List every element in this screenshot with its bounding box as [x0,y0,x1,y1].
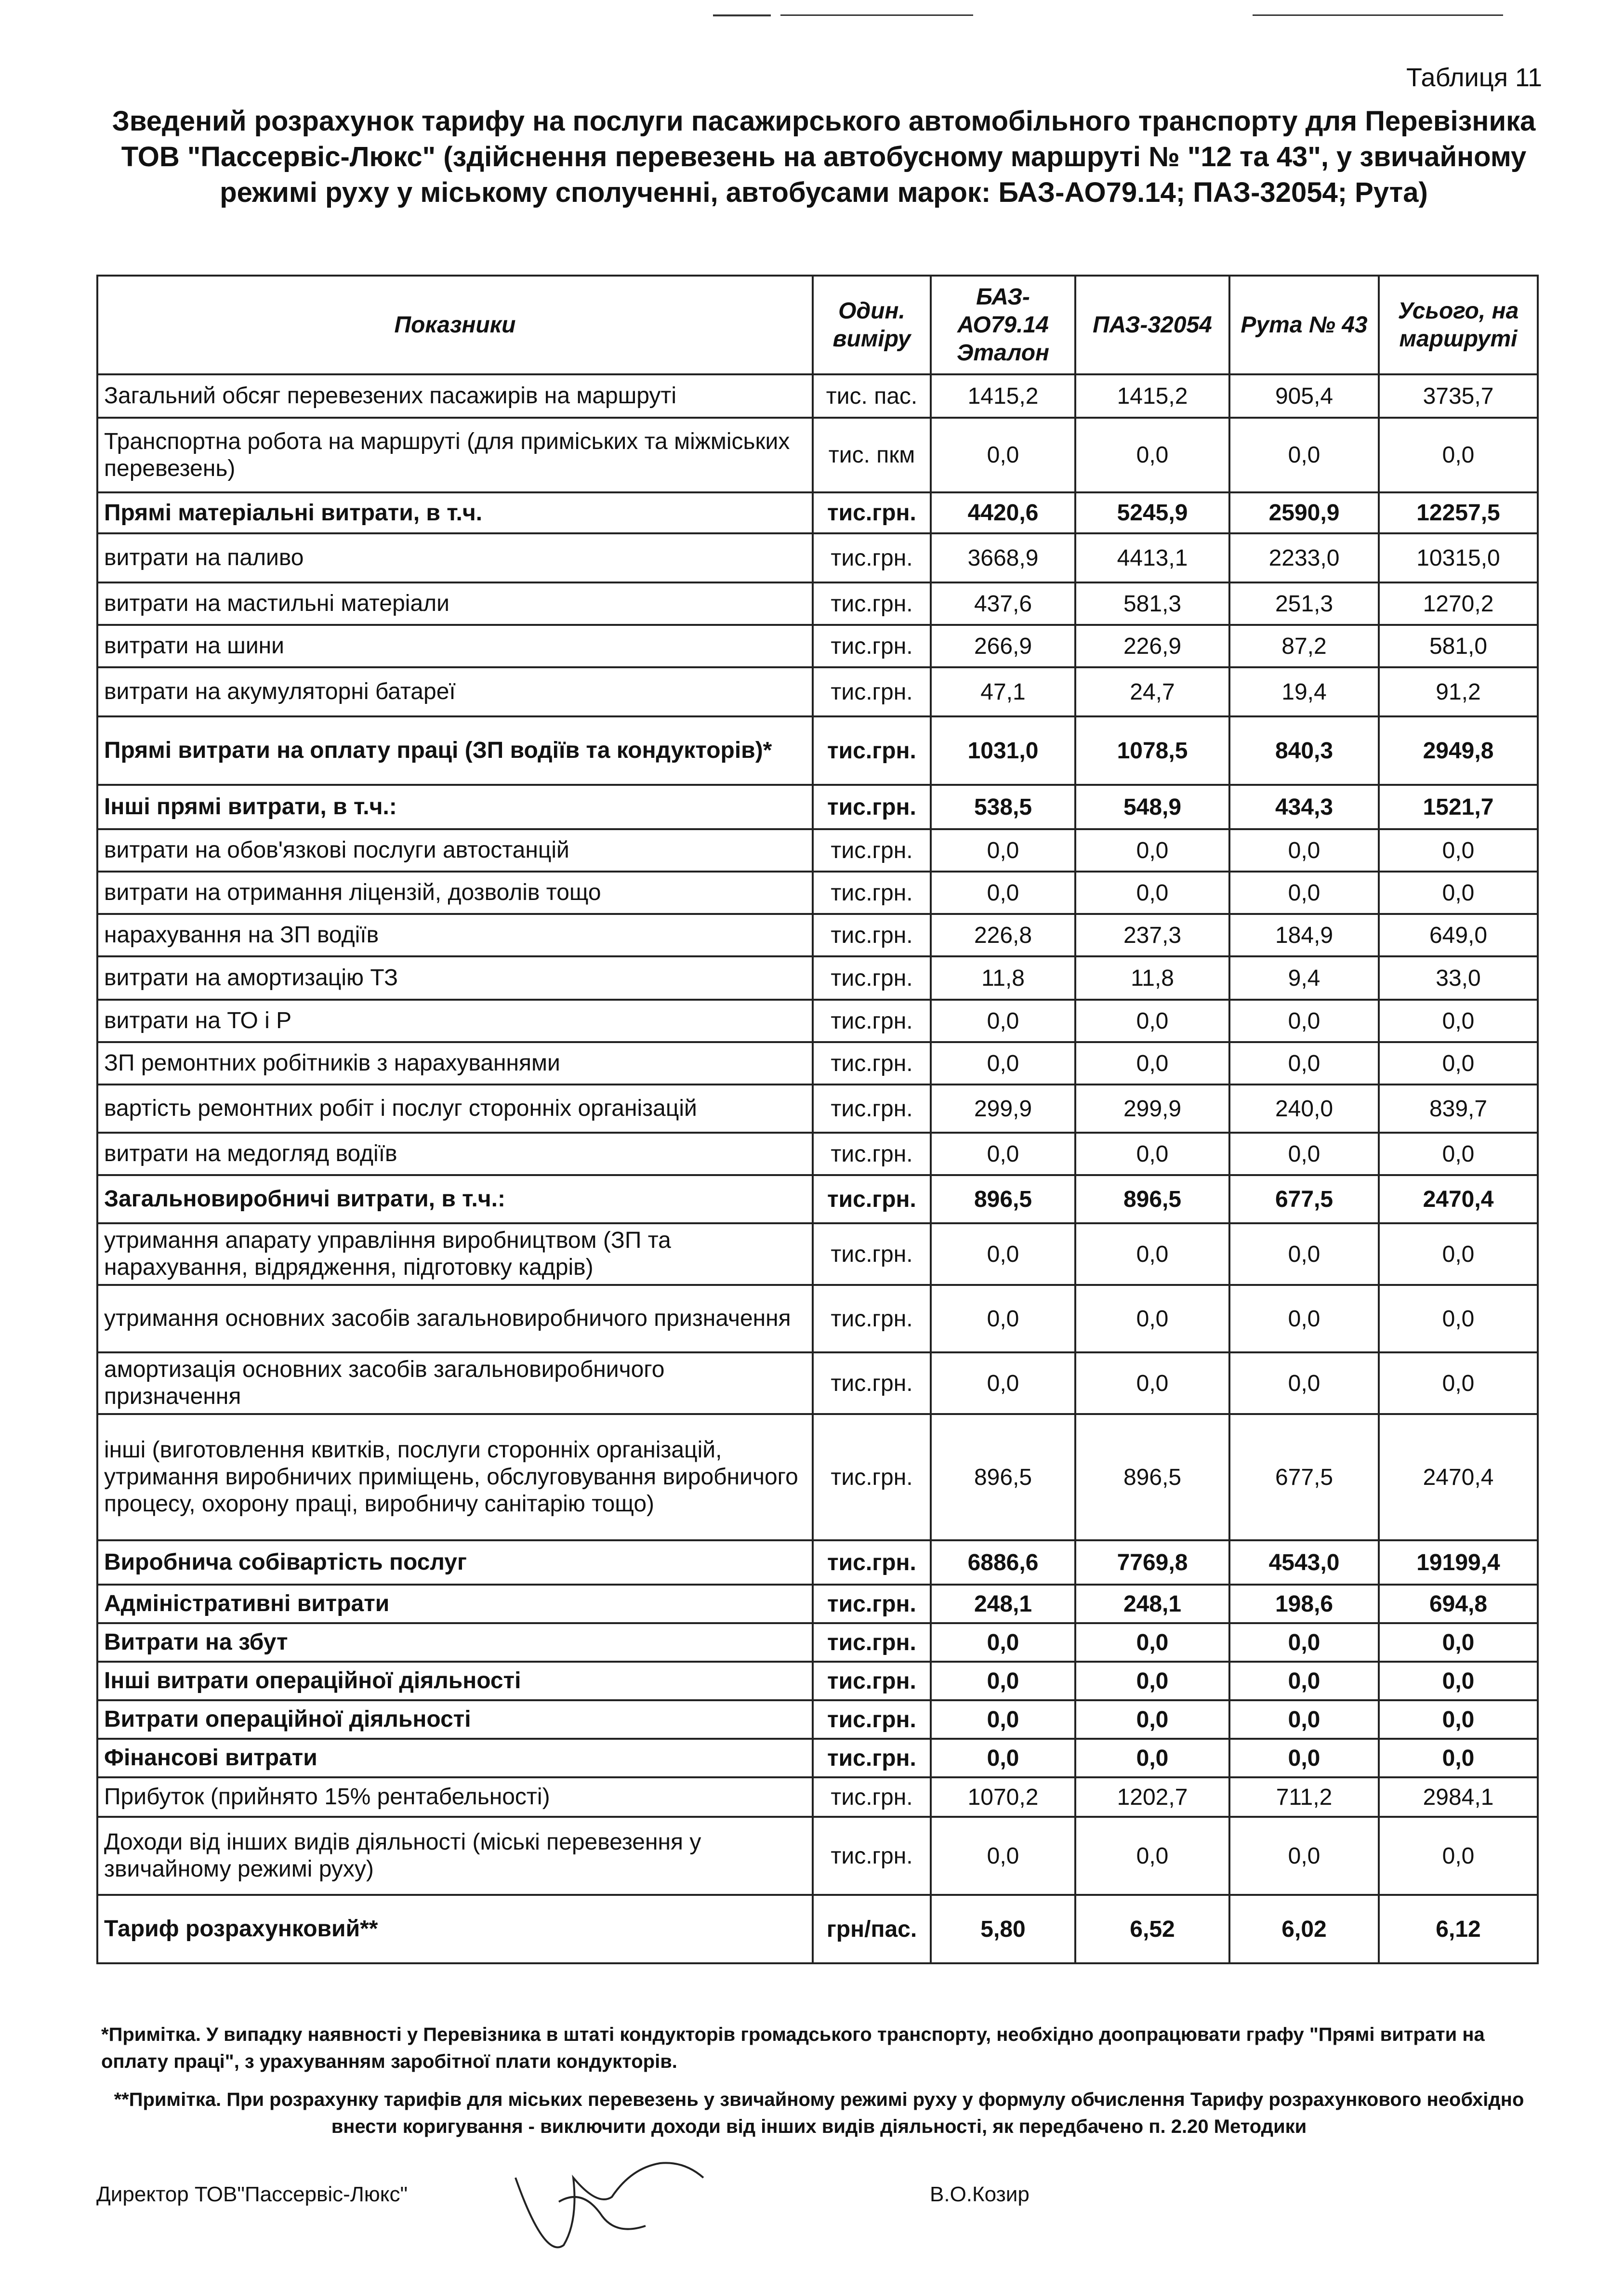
row-value-total: 1521,7 [1379,785,1538,829]
row-indicator: вартість ремонтних робіт і послуг сторонніх організацій [97,1085,813,1133]
row-value-paz: 248,1 [1075,1585,1229,1623]
row-unit: тис.грн. [813,1414,931,1540]
table-body [97,374,1538,1963]
table-row [97,785,1538,829]
table-row [97,914,1538,956]
row-indicator: Виробнича собівартість послуг [97,1540,813,1585]
row-value-total: 0,0 [1379,1623,1538,1662]
table-row [97,1352,1538,1414]
row-value-paz: 0,0 [1075,1739,1229,1777]
row-value-baz: 11,8 [931,956,1075,1000]
header-total: Усього, на маршруті [1379,276,1538,374]
row-value-ruta: 6,02 [1229,1895,1379,1963]
row-value-paz: 7769,8 [1075,1540,1229,1585]
row-indicator: Доходи від інших видів діяльності (міські перевезення у звичайному режимі руху) [97,1817,813,1895]
row-unit: тис.грн. [813,1700,931,1739]
row-value-ruta: 19,4 [1229,667,1379,716]
table-row [97,492,1538,533]
row-value-total: 0,0 [1379,1352,1538,1414]
row-indicator: амортизація основних засобів загальновиробничого призначення [97,1352,813,1414]
row-value-paz: 581,3 [1075,582,1229,625]
row-unit: тис.грн. [813,1585,931,1623]
table-row [97,1739,1538,1777]
row-value-baz: 3668,9 [931,533,1075,582]
row-value-ruta: 711,2 [1229,1777,1379,1817]
row-unit: тис. пас. [813,374,931,418]
row-value-ruta: 4543,0 [1229,1540,1379,1585]
row-value-total: 0,0 [1379,1817,1538,1895]
row-indicator: Адміністративні витрати [97,1585,813,1623]
row-unit: тис.грн. [813,1133,931,1175]
table-row [97,1000,1538,1042]
row-value-baz: 538,5 [931,785,1075,829]
row-value-total: 694,8 [1379,1585,1538,1623]
header-ruta: Рута № 43 [1229,276,1379,374]
row-unit: грн/пас. [813,1895,931,1963]
row-value-ruta: 0,0 [1229,418,1379,492]
table-row [97,1895,1538,1963]
row-value-total: 1270,2 [1379,582,1538,625]
row-value-total: 0,0 [1379,872,1538,914]
row-value-total: 581,0 [1379,625,1538,667]
header-indicator: Показники [97,276,813,374]
row-value-ruta: 677,5 [1229,1175,1379,1223]
row-value-ruta: 0,0 [1229,1662,1379,1700]
table-row [97,1700,1538,1739]
row-unit: тис.грн. [813,1623,931,1662]
row-indicator: інші (виготовлення квитків, послуги сторонніх організацій, утримання виробничих приміщень, обслуговування виробничого процесу, охорону праці, виробничу санітарію тощо) [97,1414,813,1540]
row-value-baz: 299,9 [931,1085,1075,1133]
row-value-paz: 6,52 [1075,1895,1229,1963]
row-value-paz: 24,7 [1075,667,1229,716]
table-row [97,1540,1538,1585]
row-value-total: 0,0 [1379,1223,1538,1285]
row-value-baz: 248,1 [931,1585,1075,1623]
row-value-total: 0,0 [1379,418,1538,492]
table-row [97,1817,1538,1895]
row-value-baz: 0,0 [931,1000,1075,1042]
row-value-baz: 1415,2 [931,374,1075,418]
table-row [97,418,1538,492]
row-value-paz: 299,9 [1075,1085,1229,1133]
table-row [97,872,1538,914]
table-row [97,1662,1538,1700]
row-value-ruta: 9,4 [1229,956,1379,1000]
header-unit: Один. виміру [813,276,931,374]
row-unit: тис.грн. [813,492,931,533]
note-conductors: *Примітка. У випадку наявності у Перевізника в штаті кондукторів громадського транспорту, необхідно доопрацювати графу "Прямі витрати на оплату праці", з урахуванням заробітної плати кондукторів. [101,2024,1485,2072]
row-value-paz: 11,8 [1075,956,1229,1000]
table-row [97,1777,1538,1817]
table-row [97,374,1538,418]
row-value-baz: 0,0 [931,1700,1075,1739]
row-value-total: 0,0 [1379,1739,1538,1777]
row-value-baz: 896,5 [931,1175,1075,1223]
row-indicator: Транспортна робота на маршруті (для приміських та міжміських перевезень) [97,418,813,492]
row-value-paz: 0,0 [1075,1662,1229,1700]
row-value-baz: 0,0 [931,829,1075,872]
row-value-ruta: 0,0 [1229,1700,1379,1739]
row-value-baz: 226,8 [931,914,1075,956]
row-unit: тис.грн. [813,1085,931,1133]
row-value-baz: 5,80 [931,1895,1075,1963]
tariff-table [96,275,1539,1964]
row-unit: тис.грн. [813,667,931,716]
row-unit: тис.грн. [813,956,931,1000]
row-value-total: 0,0 [1379,1662,1538,1700]
row-value-baz: 437,6 [931,582,1075,625]
row-value-ruta: 0,0 [1229,872,1379,914]
row-value-baz: 0,0 [931,1285,1075,1352]
row-value-ruta: 87,2 [1229,625,1379,667]
table-row [97,716,1538,785]
signer-title: Директор ТОВ"Пассервіс-Люкс" [96,2182,408,2206]
row-indicator: витрати на обов'язкові послуги автостанцій [97,829,813,872]
row-value-baz: 6886,6 [931,1540,1075,1585]
row-indicator: Прибуток (прийнято 15% рентабельності) [97,1777,813,1817]
row-indicator: витрати на паливо [97,533,813,582]
row-value-ruta: 0,0 [1229,1133,1379,1175]
row-value-ruta: 434,3 [1229,785,1379,829]
row-value-total: 3735,7 [1379,374,1538,418]
row-value-paz: 896,5 [1075,1414,1229,1540]
row-value-total: 2470,4 [1379,1175,1538,1223]
row-unit: тис.грн. [813,829,931,872]
row-value-ruta: 0,0 [1229,1042,1379,1085]
row-value-total: 0,0 [1379,1042,1538,1085]
row-value-baz: 1031,0 [931,716,1075,785]
row-value-paz: 4413,1 [1075,533,1229,582]
row-value-total: 0,0 [1379,1700,1538,1739]
row-indicator: Прямі витрати на оплату праці (ЗП водіїв та кондукторів)* [97,716,813,785]
row-value-ruta: 0,0 [1229,1623,1379,1662]
row-indicator: ЗП ремонтних робітників з нарахуваннями [97,1042,813,1085]
row-value-paz: 548,9 [1075,785,1229,829]
table-row [97,956,1538,1000]
row-value-ruta: 251,3 [1229,582,1379,625]
signer-name: В.О.Козир [930,2182,1030,2206]
row-unit: тис.грн. [813,1000,931,1042]
row-value-paz: 0,0 [1075,418,1229,492]
signature-image [501,2149,742,2264]
row-unit: тис.грн. [813,914,931,956]
row-value-baz: 0,0 [931,1623,1075,1662]
row-indicator: Інші прямі витрати, в т.ч.: [97,785,813,829]
top-scan-line-3 [1253,14,1503,16]
row-value-total: 649,0 [1379,914,1538,956]
row-value-paz: 0,0 [1075,1700,1229,1739]
top-scan-line-2 [780,14,973,16]
row-value-total: 91,2 [1379,667,1538,716]
row-indicator: витрати на шини [97,625,813,667]
row-indicator: витрати на медогляд водіїв [97,1133,813,1175]
row-value-paz: 896,5 [1075,1175,1229,1223]
header-baz: БАЗ-АО79.14 Эталон [931,276,1075,374]
row-indicator: нарахування на ЗП водіїв [97,914,813,956]
row-value-baz: 4420,6 [931,492,1075,533]
row-value-paz: 0,0 [1075,1042,1229,1085]
row-value-ruta: 184,9 [1229,914,1379,956]
table-row [97,1133,1538,1175]
row-unit: тис.грн. [813,1352,931,1414]
row-value-total: 0,0 [1379,829,1538,872]
document-title: Зведений розрахунок тарифу на послуги пасажирського автомобільного транспорту для Перевізника ТОВ "Пассервіс-Люкс" (здійснення перевезень на автобусному маршруті № "12 та 43", у звичайному режимі руху у міському сполученні, автобусами марок: БАЗ-АО79.14; ПАЗ-32054; Рута) [112,106,1536,208]
row-value-paz: 0,0 [1075,1352,1229,1414]
row-value-ruta: 240,0 [1229,1085,1379,1133]
row-unit: тис.грн. [813,1540,931,1585]
row-value-ruta: 2590,9 [1229,492,1379,533]
row-unit: тис.грн. [813,582,931,625]
row-indicator: витрати на ТО і Р [97,1000,813,1042]
row-unit: тис.грн. [813,1285,931,1352]
row-value-baz: 0,0 [931,1042,1075,1085]
row-unit: тис.грн. [813,1175,931,1223]
row-value-total: 10315,0 [1379,533,1538,582]
row-value-ruta: 2233,0 [1229,533,1379,582]
row-value-paz: 1202,7 [1075,1777,1229,1817]
row-value-baz: 0,0 [931,1133,1075,1175]
row-value-total: 0,0 [1379,1285,1538,1352]
row-value-paz: 0,0 [1075,872,1229,914]
row-value-total: 19199,4 [1379,1540,1538,1585]
row-indicator: Загальний обсяг перевезених пасажирів на маршруті [97,374,813,418]
row-value-ruta: 677,5 [1229,1414,1379,1540]
row-value-total: 33,0 [1379,956,1538,1000]
row-indicator: Витрати на збут [97,1623,813,1662]
table-row [97,1623,1538,1662]
row-value-ruta: 0,0 [1229,1352,1379,1414]
row-value-ruta: 198,6 [1229,1585,1379,1623]
row-value-baz: 0,0 [931,872,1075,914]
table-row [97,625,1538,667]
row-value-paz: 0,0 [1075,1133,1229,1175]
row-indicator: Фінансові витрати [97,1739,813,1777]
row-unit: тис.грн. [813,1223,931,1285]
table-row [97,829,1538,872]
row-unit: тис.грн. [813,1662,931,1700]
row-unit: тис.грн. [813,785,931,829]
row-value-baz: 896,5 [931,1414,1075,1540]
row-value-baz: 1070,2 [931,1777,1075,1817]
row-indicator: Витрати операційної діяльності [97,1700,813,1739]
row-value-paz: 0,0 [1075,1285,1229,1352]
table-row [97,1223,1538,1285]
table-row [97,1042,1538,1085]
row-value-ruta: 905,4 [1229,374,1379,418]
row-value-total: 0,0 [1379,1000,1538,1042]
row-value-paz: 0,0 [1075,1000,1229,1042]
row-value-paz: 0,0 [1075,1623,1229,1662]
row-unit: тис.грн. [813,1777,931,1817]
table-row [97,1285,1538,1352]
row-value-ruta: 0,0 [1229,1285,1379,1352]
table-row [97,1175,1538,1223]
row-value-ruta: 840,3 [1229,716,1379,785]
table-header-row [97,276,1538,374]
row-value-ruta: 0,0 [1229,829,1379,872]
row-unit: тис.грн. [813,1042,931,1085]
row-value-paz: 226,9 [1075,625,1229,667]
row-value-baz: 0,0 [931,1662,1075,1700]
row-value-total: 2984,1 [1379,1777,1538,1817]
row-value-paz: 0,0 [1075,1223,1229,1285]
row-value-ruta: 0,0 [1229,1739,1379,1777]
table-row [97,1414,1538,1540]
row-value-paz: 1078,5 [1075,716,1229,785]
row-value-total: 6,12 [1379,1895,1538,1963]
row-value-paz: 237,3 [1075,914,1229,956]
row-value-baz: 47,1 [931,667,1075,716]
note-tariff: **Примітка. При розрахунку тарифів для міських перевезень у звичайному режимі руху у формулу обчислення Тарифу розрахункового необхідно внести коригування - виключити доходи від інших видів діяльності, як передбачено п. 2.20 Методики [114,2089,1524,2137]
row-value-paz: 0,0 [1075,1817,1229,1895]
row-indicator: витрати на акумуляторні батареї [97,667,813,716]
row-value-baz: 0,0 [931,1352,1075,1414]
row-value-total: 0,0 [1379,1133,1538,1175]
row-value-ruta: 0,0 [1229,1223,1379,1285]
row-indicator: витрати на амортизацію ТЗ [97,956,813,1000]
row-unit: тис.грн. [813,1817,931,1895]
row-value-baz: 0,0 [931,418,1075,492]
table-number: Таблиця 11 [1406,63,1542,92]
row-unit: тис.грн. [813,716,931,785]
table-row [97,667,1538,716]
row-value-total: 2949,8 [1379,716,1538,785]
row-value-ruta: 0,0 [1229,1000,1379,1042]
row-value-baz: 0,0 [931,1817,1075,1895]
row-value-paz: 0,0 [1075,829,1229,872]
row-indicator: Тариф розрахунковий** [97,1895,813,1963]
header-paz: ПАЗ-32054 [1075,276,1229,374]
row-indicator: Прямі матеріальні витрати, в т.ч. [97,492,813,533]
table-row [97,582,1538,625]
row-value-total: 2470,4 [1379,1414,1538,1540]
row-value-paz: 1415,2 [1075,374,1229,418]
table-row [97,1085,1538,1133]
row-value-total: 839,7 [1379,1085,1538,1133]
row-indicator: Інші витрати операційної діяльності [97,1662,813,1700]
row-indicator: утримання основних засобів загальновиробничого призначення [97,1285,813,1352]
row-value-baz: 266,9 [931,625,1075,667]
row-indicator: Загальновиробничі витрати, в т.ч.: [97,1175,813,1223]
row-value-baz: 0,0 [931,1223,1075,1285]
row-unit: тис.грн. [813,1739,931,1777]
row-indicator: витрати на отримання ліцензій, дозволів тощо [97,872,813,914]
row-value-paz: 5245,9 [1075,492,1229,533]
row-unit: тис.грн. [813,872,931,914]
table-row [97,1585,1538,1623]
row-value-ruta: 0,0 [1229,1817,1379,1895]
row-value-baz: 0,0 [931,1739,1075,1777]
row-unit: тис.грн. [813,625,931,667]
row-indicator: утримання апарату управління виробництвом (ЗП та нарахування, відрядження, підготовку кадрів) [97,1223,813,1285]
table-row [97,533,1538,582]
row-indicator: витрати на мастильні матеріали [97,582,813,625]
row-unit: тис.грн. [813,533,931,582]
top-scan-line-1 [713,14,771,16]
row-unit: тис. пкм [813,418,931,492]
row-value-total: 12257,5 [1379,492,1538,533]
